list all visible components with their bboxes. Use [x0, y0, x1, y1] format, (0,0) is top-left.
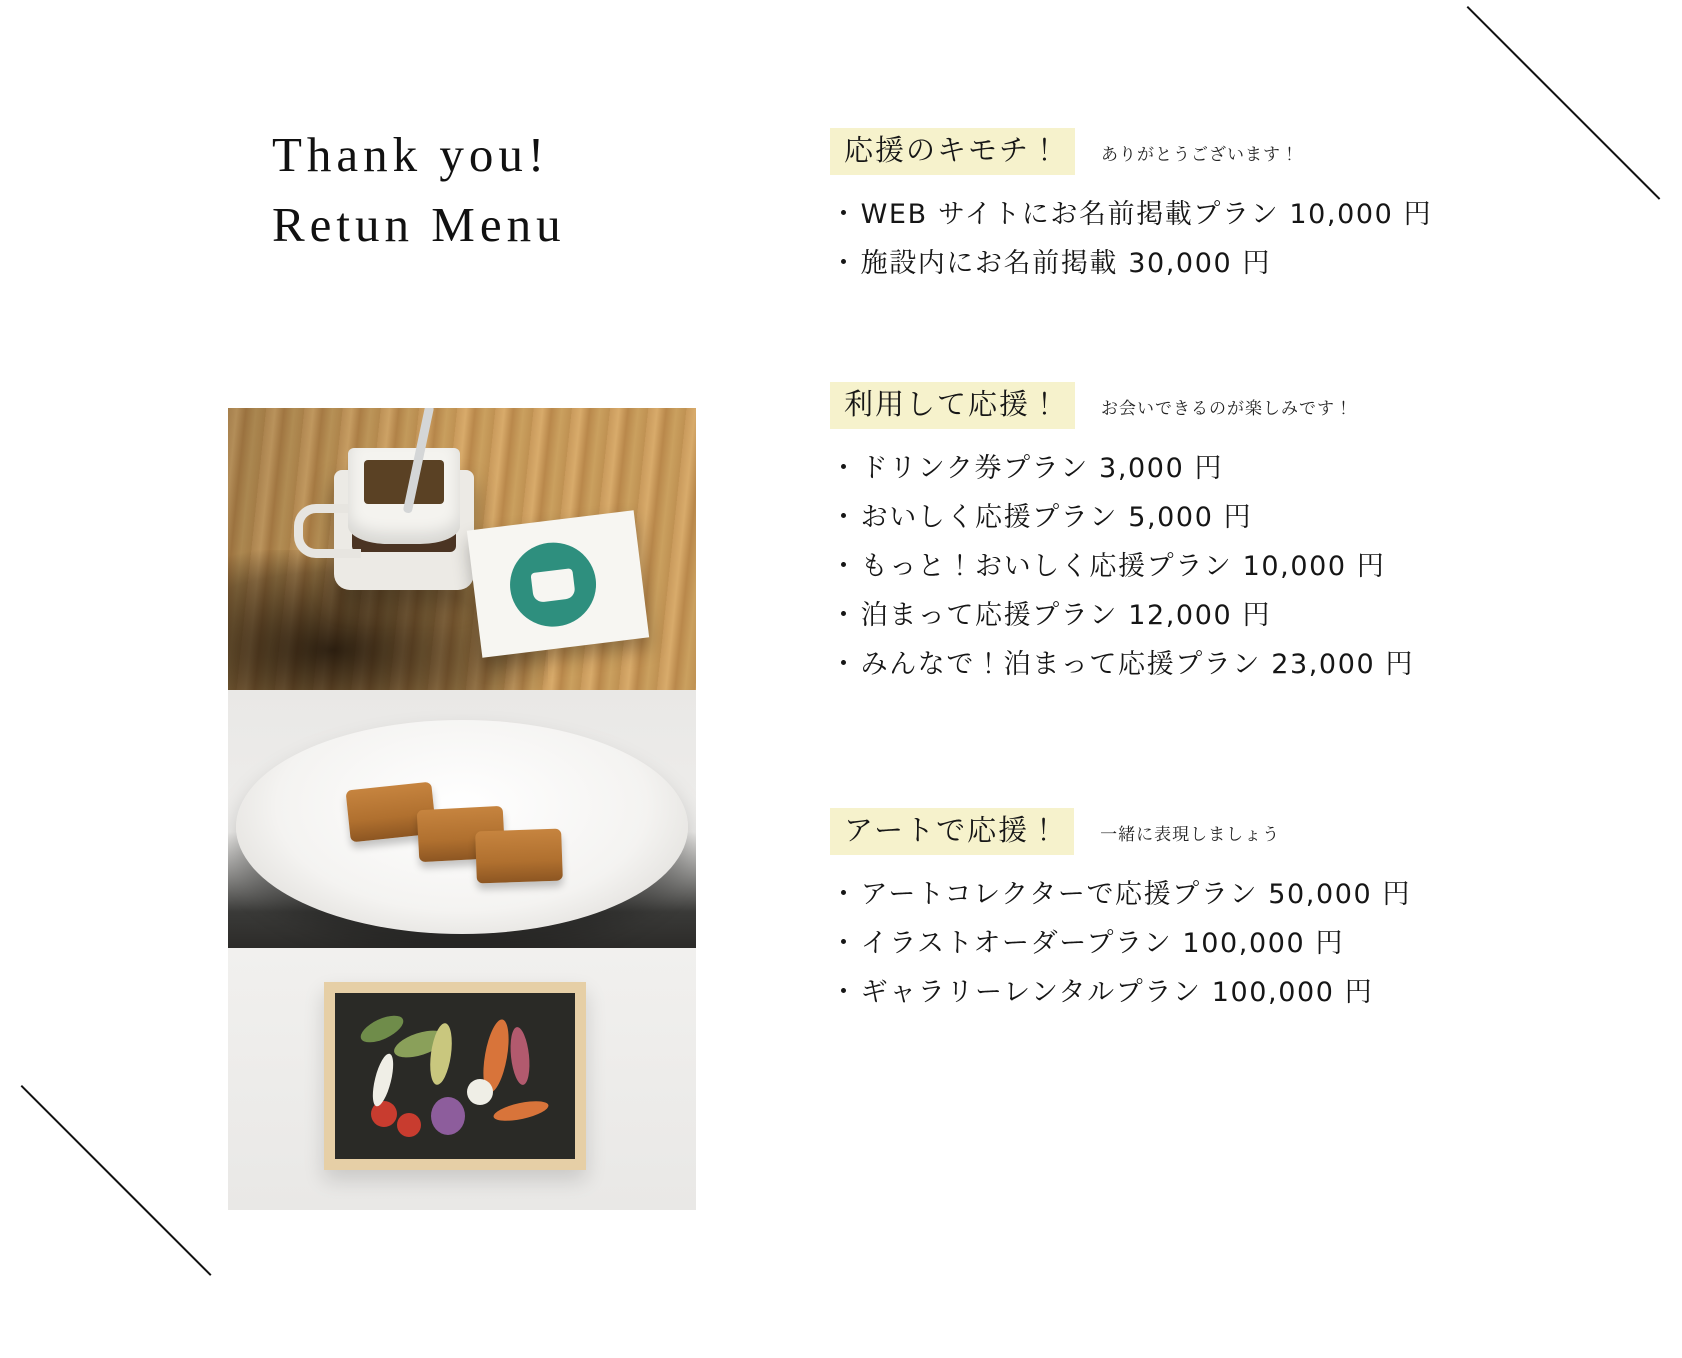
section-header: [830, 382, 1620, 429]
left-column: [0, 0, 720, 1358]
section-note: ありがとうございます！: [1101, 145, 1300, 165]
plan-list: [830, 879, 1620, 1009]
painting-shape: [397, 1113, 421, 1137]
picture-frame-shape: [324, 982, 586, 1170]
section-support-with-art: [830, 808, 1620, 1028]
page-title-line-1: Thank you!: [272, 127, 550, 182]
section-header: [830, 808, 1620, 855]
shop-card-shape: [467, 510, 649, 658]
plan-item: ・ もっと！おいしく応援プラン 10,000 円: [830, 553, 1620, 580]
baked-cakes-photo: [228, 690, 696, 948]
plan-item: ・ おいしく応援プラン 5,000 円: [830, 504, 1620, 531]
section-title: 応援のキモチ！: [830, 128, 1075, 175]
framed-artwork-photo: [228, 948, 696, 1210]
section-support-by-using: [830, 382, 1620, 700]
shop-logo-icon: [505, 538, 601, 632]
plan-list: [830, 199, 1620, 280]
section-title: アートで応援！: [830, 808, 1074, 855]
painting-shape: [431, 1097, 465, 1135]
painting-shape: [492, 1097, 550, 1124]
coffee-grounds-shape: [364, 460, 444, 504]
page-title: [272, 120, 692, 259]
coffee-dripper-photo: [228, 408, 696, 690]
section-note: お会いできるのが楽しみです！: [1101, 399, 1354, 419]
photo-stack: [228, 408, 696, 1210]
plan-item: ・ ギャラリーレンタルプラン 100,000 円: [830, 979, 1620, 1006]
section-support-feeling: [830, 128, 1620, 299]
plan-item: ・ ドリンク券プラン 3,000 円: [830, 455, 1620, 482]
plan-item: ・ みんなで！泊まって応援プラン 23,000 円: [830, 651, 1620, 678]
plan-item: ・ アートコレクターで応援プラン 50,000 円: [830, 881, 1620, 908]
painting-shape: [508, 1026, 532, 1086]
painting-shape: [467, 1079, 493, 1105]
section-title: 利用して応援！: [830, 382, 1075, 429]
cake-piece: [475, 829, 563, 884]
painting-shape: [369, 1052, 398, 1108]
section-header: [830, 128, 1620, 175]
plan-item: ・ WEB サイトにお名前掲載プラン 10,000 円: [830, 201, 1620, 228]
plan-item: ・ 施設内にお名前掲載 30,000 円: [830, 250, 1620, 277]
painting-canvas-shape: [335, 993, 575, 1159]
page-title-line-2: Retun Menu: [272, 196, 566, 252]
plan-list: [830, 453, 1620, 681]
plan-item: ・ 泊まって応援プラン 12,000 円: [830, 602, 1620, 629]
section-note: 一緒に表現しましょう: [1100, 825, 1281, 845]
plan-item: ・ イラストオーダープラン 100,000 円: [830, 930, 1620, 957]
